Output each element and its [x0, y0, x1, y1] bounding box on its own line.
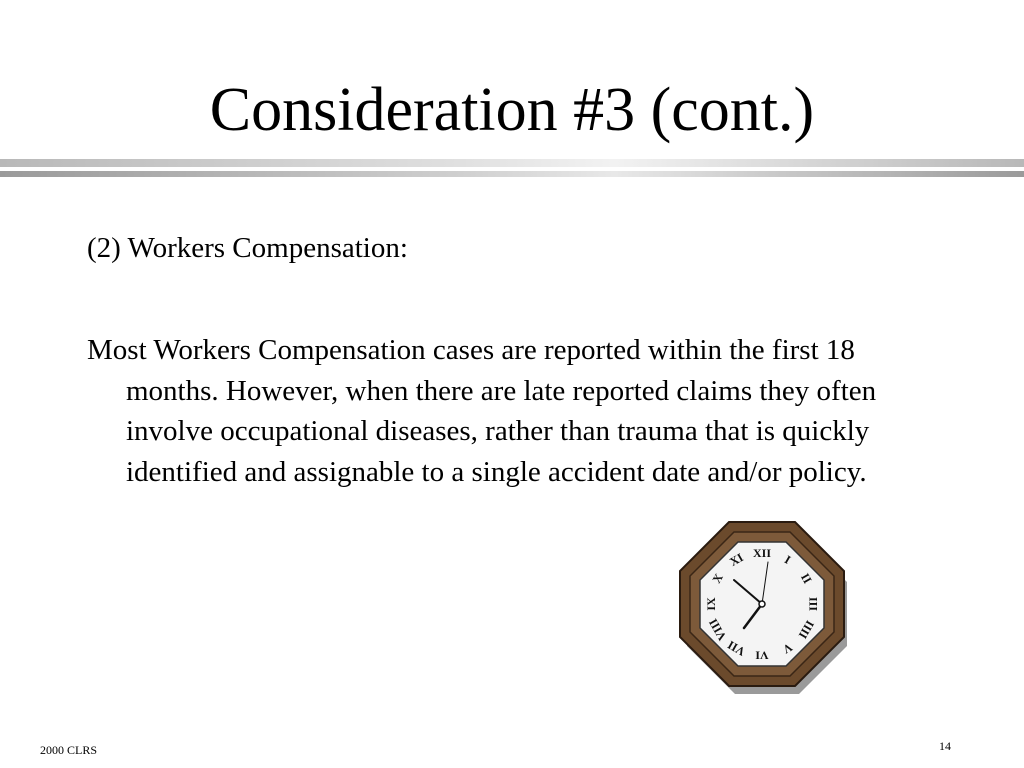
clock-numeral: I [782, 552, 794, 567]
clock-numeral: II [797, 570, 815, 586]
clock-numeral: V [780, 640, 795, 657]
clock-numeral: VIII [705, 616, 730, 643]
clock-illustration [672, 520, 852, 700]
clock-numeral: IX [703, 597, 718, 611]
clock-numeral: III [806, 596, 821, 612]
clock-numeral: IIII [795, 618, 818, 642]
page-number: 14 [939, 739, 951, 753]
clock-numeral: VI [755, 648, 769, 663]
clock-center-pin [759, 601, 765, 607]
section-subheading: (2) Workers Compensation: [87, 232, 408, 264]
clock-numeral: X [709, 571, 726, 586]
body-paragraph: Most Workers Compensation cases are reported within the first 18 months. However, when there are late reported claims they often involve occupational diseases, rather than trauma that is quickly identified and assignable to a single accident date and/or policy. [87, 334, 877, 488]
clock-numeral: XI [727, 550, 746, 570]
title-divider-lower [0, 171, 1024, 177]
clock-numeral: XII [752, 545, 772, 560]
clock-numeral: VII [725, 637, 748, 659]
slide-title: Consideration #3 (cont.) [209, 76, 815, 144]
title-divider-upper [0, 159, 1024, 167]
footer-label: 2000 CLRS [40, 743, 98, 757]
